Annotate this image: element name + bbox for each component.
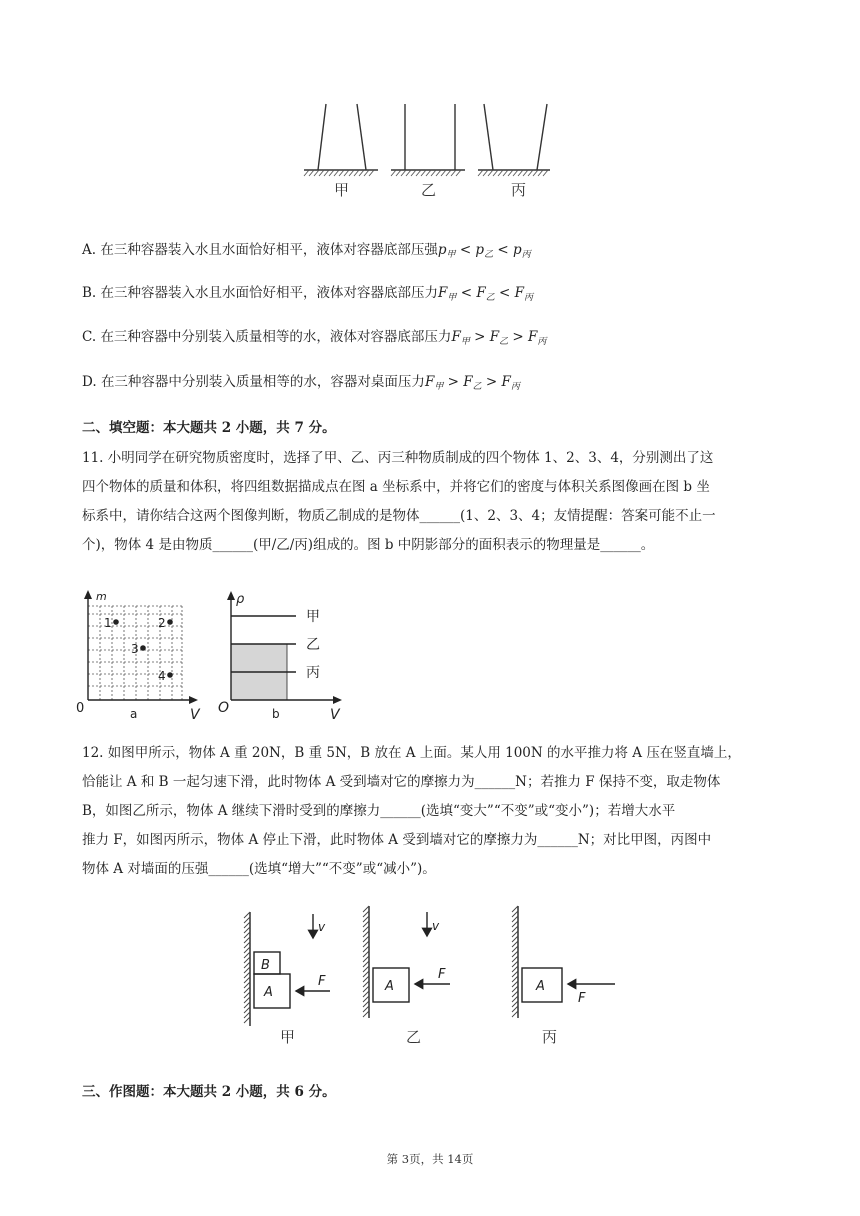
option-d-sym3: F [501,374,511,390]
option-a-sub1: 甲 [446,250,456,260]
option-c-sub3: 丙 [537,337,547,347]
hatch-mark [512,1011,518,1017]
hatch-mark [512,966,518,972]
fig-a-caption: a [130,707,138,721]
hatch-mark [363,906,369,912]
option-a-sym2: p [475,242,485,258]
option-b-text: 在三种容器装入水且水面恰好相平，液体对容器底部压力 [100,285,439,301]
hatch-mark [493,170,498,176]
q12-line-2: 恰能让 A 和 B 一起匀速下滑，此时物体 A 受到墙对它的摩擦力为______N；若推力 F 保持不变，取走物体 [82,774,721,790]
hatch-mark [363,1011,369,1017]
hatch-mark [363,961,369,967]
option-a-rel2: < [497,242,509,258]
hatch-mark [363,986,369,992]
option-c-text: 在三种容器中分别装入质量相等的水，液体对容器底部压力 [100,329,452,345]
hatch-mark [329,170,334,176]
hatch-mark [244,917,250,923]
hatch-mark [518,170,523,176]
hatch-mark [513,170,518,176]
hatch-mark [512,911,518,917]
hatch-mark [244,932,250,938]
option-a-text: 在三种容器装入水且水面恰好相平，液体对容器底部压强 [100,242,438,258]
fig-b-line-yi: 乙 [306,637,320,653]
q12-line-5: 物体 A 对墙面的压强______(选填“增大”“不变”或“减小”)。 [82,861,436,877]
hatch-mark [363,916,369,922]
option-c-sym1: F [451,329,461,345]
option-c-rel1: > [474,329,486,345]
force-label-bing: F [578,991,586,1006]
option-d-text: 在三种容器中分别装入质量相等的水，容器对桌面压力 [100,374,425,390]
hatch-mark [363,931,369,937]
figure-b [218,588,358,724]
hatch-mark [314,170,319,176]
hatch-mark [363,1006,369,1012]
q12-line-1: 12. 如图甲所示，物体 A 重 20N，B 重 5N，B 放在 A 上面。某人用 100N 的水平推力将 A 压在竖直墙上， [82,745,741,761]
page-footer: 第 3页，共 14页 [386,1152,474,1166]
hatch-mark [488,170,493,176]
hatch-mark [431,170,436,176]
hatch-mark [512,931,518,937]
hatch-mark [512,941,518,947]
hatch-mark [363,966,369,972]
option-c-sub1: 甲 [460,337,470,347]
point-2-label: 2 [158,616,166,630]
option-d-sym1: F [424,374,435,390]
option-b-label: B. [82,285,97,301]
hatch-mark [483,170,488,176]
hatch-mark [244,942,250,948]
hatch-mark [244,997,250,1003]
hatch-mark [363,1001,369,1007]
hatch-mark [512,1001,518,1007]
figure-a [74,588,214,724]
hatch-mark [363,926,369,932]
hatch-mark [538,170,543,176]
q11-line-1: 11. 小明同学在研究物质密度时，选择了甲、乙、丙三种物质制成的四个物体 1、2、3、4，分别测出了这 [82,450,714,466]
hatch-mark [244,1002,250,1008]
point-4-label: 4 [158,669,166,683]
hatch-mark [244,1007,250,1013]
hatch-mark [512,921,518,927]
hatch-mark [512,996,518,1002]
q11-line-3: 标系中，请你结合这两个图像判断，物质乙制成的是物体______(1、2、3、4；友情提醒：答案可能不止一 [82,508,716,524]
option-c-rel2: > [512,329,524,345]
hatch-mark [508,170,513,176]
container-label-bing: 丙 [511,181,527,199]
hatch-mark [304,170,309,176]
hatch-mark [512,956,518,962]
fig-a-x-axis-label: V [190,707,200,723]
hatch-mark [533,170,538,176]
hatch-mark [512,961,518,967]
hatch-mark [478,170,483,176]
option-b-sym2: F [476,285,486,301]
hatch-mark [512,916,518,922]
hatch-mark [363,941,369,947]
hatch-mark [244,1017,250,1023]
fig-b-x-axis-label: V [330,707,340,723]
hatch-mark [528,170,533,176]
hatch-mark [512,991,518,997]
hatch-mark [512,946,518,952]
q11-line-2: 四个物体的质量和体积，将四组数据描成点在图 a 坐标系中，并将它们的密度与体积关系图像画在图 b 坐 [82,479,710,495]
hatch-mark [244,937,250,943]
hatch-mark [512,971,518,977]
section-3-heading: 三、作图题：本大题共 2 小题，共 6 分。 [82,1084,336,1100]
hatch-mark [512,926,518,932]
hatch-mark [244,982,250,988]
option-b-sym1: F [438,285,448,301]
wall-label-jia: 甲 [280,1028,296,1046]
hatch-mark [421,170,426,176]
hatch-mark [359,170,364,176]
hatch-mark [363,976,369,982]
hatch-mark [411,170,416,176]
hatch-mark [309,170,314,176]
hatch-mark [363,981,369,987]
hatch-mark [363,956,369,962]
hatch-mark [244,912,250,918]
hatch-mark [512,976,518,982]
hatch-mark [401,170,406,176]
hatch-mark [244,987,250,993]
hatch-mark [512,981,518,987]
hatch-mark [363,936,369,942]
hatch-mark [512,906,518,912]
fig-b-line-jia: 甲 [306,609,320,625]
hatch-mark [244,962,250,968]
option-b-sub2: 乙 [485,293,495,303]
hatch-mark [416,170,421,176]
option-a [82,240,531,265]
block-a-label-bing: A [536,979,545,994]
hatch-mark [244,957,250,963]
hatch-mark [406,170,411,176]
q11-line-4: 个)，物体 4 是由物质______(甲/乙/丙)组成的。图 b 中阴影部分的面积表示的物理量是______。 [82,537,655,553]
hatch-mark [543,170,548,176]
hatch-mark [244,992,250,998]
hatch-mark [363,911,369,917]
hatch-mark [363,971,369,977]
point-3 [140,645,146,651]
hatch-mark [349,170,354,176]
velocity-label-yi: v [432,919,440,933]
option-b-sub1: 甲 [447,293,457,303]
option-a-sym3: p [513,242,522,258]
fig-a-y-axis-label: m [96,590,107,603]
hatch-mark [324,170,329,176]
fig-b-line-bing: 丙 [306,665,320,681]
option-a-sym1: p [437,242,447,258]
option-d-rel1: > [447,374,459,390]
hatch-mark [339,170,344,176]
q12-line-4: 推力 F，如图丙所示，物体 A 停止下滑，此时物体 A 受到墙对它的摩擦力为______N；对比甲图，丙图中 [82,832,712,848]
point-4 [167,672,173,678]
point-1 [113,619,119,625]
wall-label-yi: 乙 [406,1028,422,1046]
container-label-jia: 甲 [334,181,350,199]
hatch-mark [363,951,369,957]
option-b-rel2: < [499,285,511,301]
option-d [82,372,520,397]
hatch-mark [523,170,528,176]
hatch-mark [244,977,250,983]
option-c-sym2: F [489,329,500,345]
hatch-mark [334,170,339,176]
wall-figure [230,902,630,1052]
wall-label-bing: 丙 [542,1028,558,1046]
hatch-mark [512,986,518,992]
hatch-mark [396,170,401,176]
hatch-mark [244,927,250,933]
point-1-label: 1 [104,616,112,630]
hatch-mark [363,946,369,952]
option-b [82,283,533,308]
block-b-label-jia: B [261,958,270,973]
fig-b-caption: b [272,707,280,721]
option-b-sub3: 丙 [523,293,533,303]
hatch-mark [244,967,250,973]
hatch-mark [512,951,518,957]
option-c-label: C. [82,329,97,345]
hatch-mark [369,170,374,176]
hatch-mark [446,170,451,176]
option-c-sub2: 乙 [499,337,509,347]
fig-b-origin: O [218,700,230,716]
hatch-mark [363,921,369,927]
option-c [82,327,546,352]
point-2 [167,619,173,625]
hatch-mark [244,952,250,958]
velocity-label-jia: v [318,920,326,934]
option-d-sub3: 丙 [510,382,520,392]
block-a-label-jia: A [264,985,273,1000]
question-12 [82,739,782,884]
hatch-mark [441,170,446,176]
container-label-yi: 乙 [421,181,437,199]
option-a-rel1: < [459,242,472,258]
hatch-mark [512,1006,518,1012]
hatch-mark [244,1012,250,1018]
hatch-mark [426,170,431,176]
option-d-rel2: > [485,374,498,390]
hatch-mark [244,922,250,928]
hatch-mark [498,170,503,176]
hatch-mark [363,991,369,997]
section-2-heading: 二、填空题：本大题共 2 小题，共 7 分。 [82,420,336,436]
hatch-mark [363,996,369,1002]
hatch-mark [503,170,508,176]
hatch-mark [512,936,518,942]
option-d-sub1: 甲 [434,382,444,392]
hatch-mark [344,170,349,176]
hatch-mark [244,947,250,953]
hatch-mark [451,170,456,176]
force-label-jia: F [318,974,326,989]
option-b-sym3: F [514,285,524,301]
option-b-rel1: < [460,285,473,301]
option-d-label: D. [82,374,97,390]
option-a-label: A. [82,242,97,258]
fig-a-origin: 0 [76,701,85,716]
hatch-mark [364,170,369,176]
option-d-sub2: 乙 [472,382,482,392]
question-11 [82,444,782,560]
hatch-mark [436,170,441,176]
block-a-label-yi: A [385,979,394,994]
force-label-yi: F [438,967,446,982]
hatch-mark [244,972,250,978]
q12-line-3: B，如图乙所示，物体 A 继续下滑时受到的摩擦力______(选填“变大”“不变”或“变小”)；若增大水平 [82,803,676,819]
hatch-mark [354,170,359,176]
option-c-sym3: F [528,329,538,345]
option-a-sub3: 丙 [521,250,531,260]
option-d-sym2: F [463,374,473,390]
option-a-sub2: 乙 [484,250,494,260]
container-figure [290,100,550,200]
hatch-mark [391,170,396,176]
hatch-mark [456,170,461,176]
fig-b-y-axis-label: ρ [236,592,245,607]
hatch-mark [319,170,324,176]
point-3-label: 3 [131,642,139,656]
